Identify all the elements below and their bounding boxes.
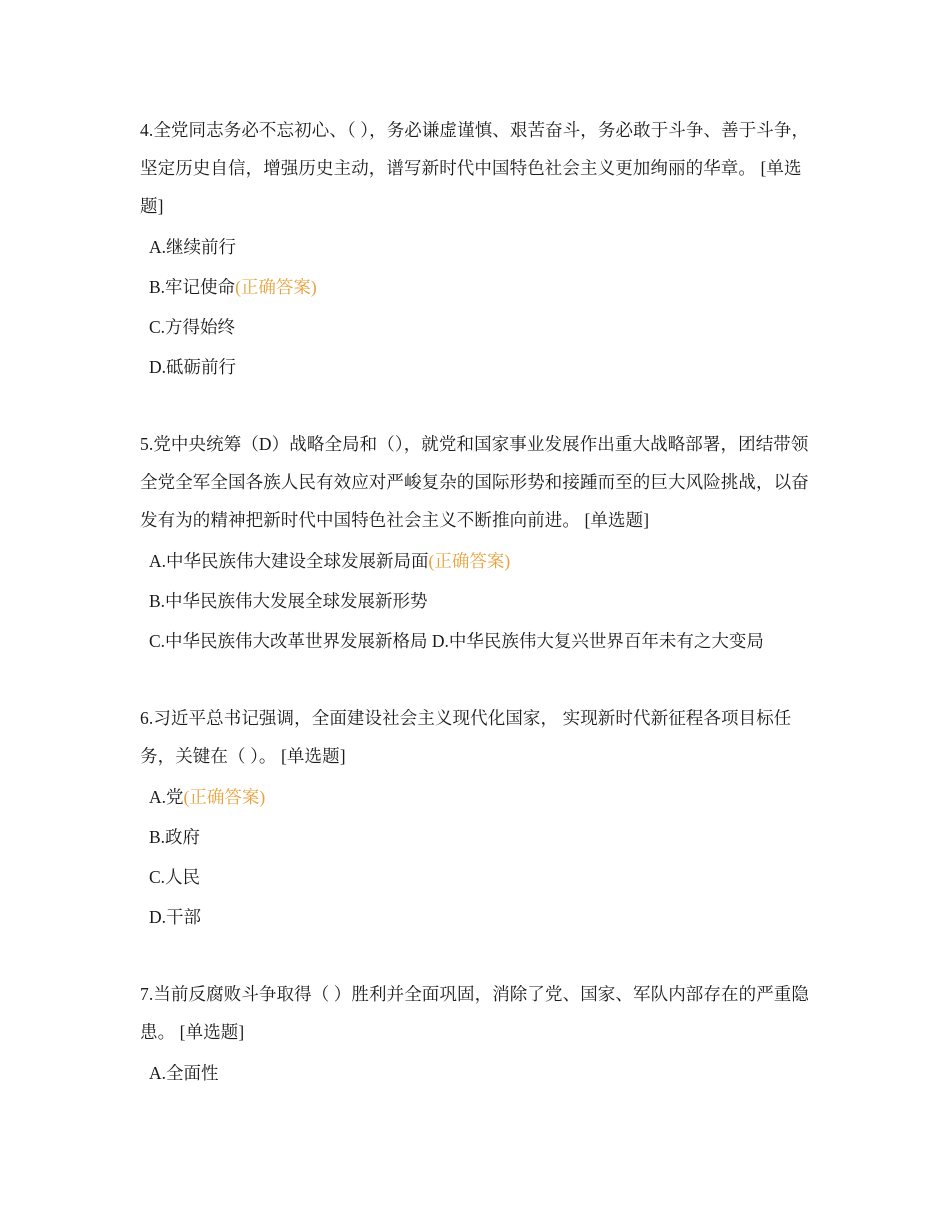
option-d: D.砥砺前行 — [149, 357, 237, 377]
option-a: A.党(正确答案) — [149, 787, 266, 807]
quiz-document — [140, 111, 814, 1131]
question-stem: 6.习近平总书记强调，全面建设社会主义现代化国家， 实现新时代新征程各项目标任务，关键在（ ）。 [单选题] — [140, 708, 792, 766]
question-stem: 7.当前反腐败斗争取得（ ）胜利并全面巩固，消除了党、国家、军队内部存在的严重隐患。 [单选题] — [140, 984, 809, 1042]
option-a: A.全面性 — [149, 1063, 219, 1083]
correct-answer-mark: (正确答案) — [428, 551, 511, 571]
option-b: B.中华民族伟大发展全球发展新形势 — [149, 591, 428, 611]
option-a: A.继续前行 — [149, 237, 237, 257]
option-b: B.牢记使命(正确答案) — [149, 277, 317, 297]
correct-answer-mark: (正确答案) — [183, 787, 266, 807]
question-4 — [140, 111, 814, 387]
option-c: C.方得始终 — [149, 317, 236, 337]
option-b: B.政府 — [149, 827, 201, 847]
correct-answer-mark: (正确答案) — [235, 277, 317, 297]
option-d: D.干部 — [149, 907, 202, 927]
option-c-d: C.中华民族伟大改革世界发展新格局 D.中华民族伟大复兴世界百年未有之大变局 — [149, 631, 764, 651]
question-5 — [140, 425, 814, 661]
question-6 — [140, 699, 814, 937]
option-c: C.人民 — [149, 867, 201, 887]
question-stem: 4.全党同志务必不忘初心、（ ），务必谦虚谨慎、艰苦奋斗，务必敢于斗争、善于斗争，坚定历史自信，增强历史主动，谱写新时代中国特色社会主义更加绚丽的华章。 [单选题] — [140, 120, 810, 216]
option-a: A.中华民族伟大建设全球发展新局面(正确答案) — [149, 551, 511, 571]
question-stem: 5.党中央统筹（D）战略全局和（），就党和国家事业发展作出重大战略部署，团结带领全党全军全国各族人民有效应对严峻复杂的国际形势和接踵而至的巨大风险挑战，以奋发有为的精神把新时代中国特色社会主义不断推向前进。 [单选题] — [140, 434, 809, 530]
question-7 — [140, 975, 814, 1093]
